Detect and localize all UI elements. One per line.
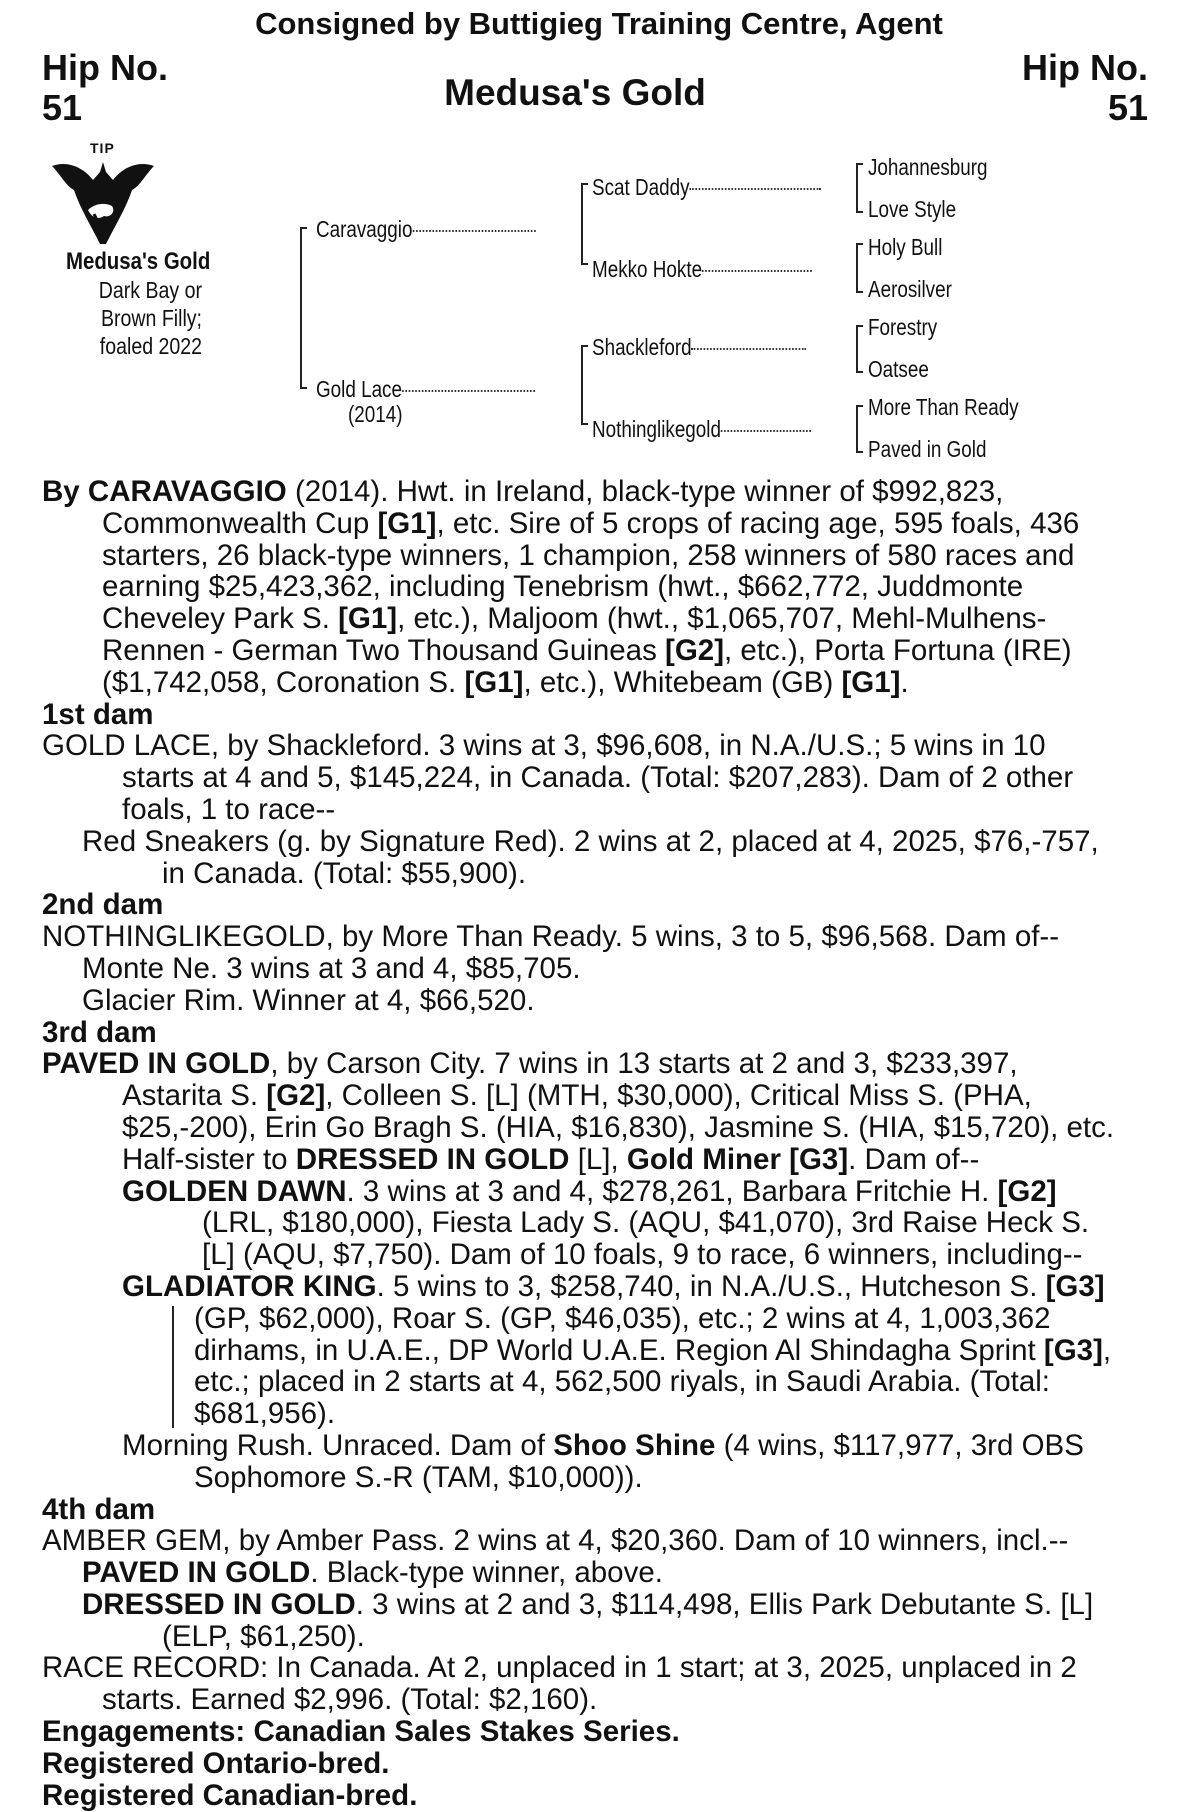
morning-rush-entry: Morning Rush. Unraced. Dam of Shoo Shine (4 wins, $117,977, 3rd OBS Sophomore S.-R (TAM, $10,000)). (122, 1428, 1084, 1494)
horse-desc-2: Brown Filly; (100, 305, 202, 331)
horse-desc-1: Dark Bay or (98, 277, 202, 303)
gladiator-king-bar (172, 1306, 174, 1428)
pedigree-dss: Forestry (868, 314, 938, 340)
hip-label: Hip No. (1022, 47, 1148, 88)
pedigree-dam-sire: Shackleford (592, 334, 806, 361)
pedigree-sss: Johannesburg (868, 154, 988, 180)
pedigree-sds: Holy Bull (868, 234, 943, 260)
page-title: Medusa's Gold (444, 72, 706, 113)
pedigree-sdd: Aerosilver (868, 276, 952, 302)
sire-paragraph: By CARAVAGGIO (2014). Hwt. in Ireland, black-type winner of $992,823, Commonwealth Cup [G1], etc. Sire of 5 crops of racing age, 595 foals, 436 starters, 26 black-type winners, 1 champion, 258 winners of 580 races and earning $25,423,362, including Tenebrism (hwt., $662,772, Juddmonte Cheveley Park S. [G1], etc.), Maljoom (hwt., $1,065,707, Mehl-Mulhens-Rennen - German Two Thousand Guineas [G2], etc.), Porta Fortuna (IRE) ($1,742,058, Coronation S. [G1], etc.), Whitebeam (GB) [G1]. (42, 475, 1080, 699)
hip-value: 51 (42, 87, 83, 128)
third-dam-heading: 3rd dam (42, 1015, 157, 1049)
consignor-line: Consigned by Buttigieg Training Centre, Agent (255, 6, 943, 41)
tip-label: TIP (90, 140, 115, 156)
pedigree-sire-dam: Mekko Hokte (592, 256, 812, 283)
first-dam-foal: Red Sneakers (g. by Signature Red). 2 wins at 2, placed at 4, 2025, $76,-757, in Canada. (Total: $55,900). (82, 824, 1099, 890)
third-dam-text: PAVED IN GOLD, by Carson City. 7 wins in 13 starts at 2 and 3, $233,397, Astarita S. [G2], Colleen S. [L] (MTH, $30,000), Critical Miss S. (PHA, $25,-200), Erin Go Bragh S. (HIA, $16,830), Jasmine S. (HIA, $15,720), etc. Half-sister to DRESSED IN GOLD [L], Gold Miner [G3]. Dam of-- (42, 1047, 1115, 1176)
golden-dawn-entry: GOLDEN DAWN. 3 wins at 3 and 4, $278,261, Barbara Fritchie H. [G2] (LRL, $180,000), Fiesta Lady S. (AQU, $41,070), 3rd Raise Heck S. [L] (AQU, $7,750). Dam of 10 foals, 9 to race, 6 winners, including-- (122, 1174, 1090, 1272)
pedigree-sire: Caravaggio (316, 216, 535, 243)
fourth-dam-text: AMBER GEM, by Amber Pass. 2 wins at 4, $20,360. Dam of 10 winners, incl.-- (42, 1524, 1069, 1558)
fourth-dam-heading: 4th dam (42, 1492, 156, 1526)
pedigree-ddd: Paved in Gold (868, 436, 987, 462)
gladiator-king-entry: GLADIATOR KING. 5 wins to 3, $258,740, in N.A./U.S., Hutcheson S. [G3] (GP, $62,000), Roar S. (GP, $46,035), etc.; 2 wins at 4, 1,003,362 dirhams, in U.A.E., DP World U.A.E. Region Al Shindagha Sprint [G3], etc.; placed in 2 starts at 4, 562,500 riyals, in Saudi Arabia. (Total: $681,956). (122, 1269, 1112, 1431)
gladiator-king-wrap (42, 1271, 1122, 1430)
fourth-dam-foal-2: DRESSED IN GOLD. 3 wins at 2 and 3, $114,498, Ellis Park Debutante S. [L] (ELP, $61,250). (82, 1587, 1094, 1653)
hip-value: 51 (1107, 87, 1148, 128)
pedigree-dam-year: (2014) (348, 401, 403, 427)
catalog-body (42, 476, 1122, 1811)
horse-name: Medusa's Gold (66, 248, 211, 275)
engagements: Engagements: Canadian Sales Stakes Series. (42, 1715, 680, 1749)
registration-ontario: Registered Ontario-bred. (42, 1746, 390, 1780)
first-dam-heading: 1st dam (42, 697, 154, 731)
second-dam-text: NOTHINGLIKEGOLD, by More Than Ready. 5 wins, 3 to 5, $96,568. Dam of-- (42, 920, 1060, 954)
pedigree-dds: More Than Ready (868, 394, 1019, 420)
hip-label: Hip No. (42, 47, 168, 88)
pedigree-dam-dam: Nothinglikegold (592, 416, 811, 443)
first-dam-text: GOLD LACE, by Shackleford. 3 wins at 3, $96,608, in N.A./U.S.; 5 wins in 10 starts at 4 and 5, $145,224, in Canada. (Total: $207,283). Dam of 2 other foals, 1 to race-- (42, 729, 1074, 826)
pedigree-dam: Gold Lace (316, 376, 535, 403)
fourth-dam-foal-1: PAVED IN GOLD. Black-type winner, above. (82, 1556, 663, 1590)
second-dam-foal-2: Glacier Rim. Winner at 4, $66,520. (82, 983, 535, 1017)
race-record: RACE RECORD: In Canada. At 2, unplaced in 1 start; at 3, 2025, unplaced in 2 starts. Earned $2,996. (Total: $2,160). (42, 1651, 1077, 1717)
horse-desc-3: foaled 2022 (99, 333, 202, 359)
pedigree-dsd: Oatsee (868, 356, 929, 382)
pedigree-sire-sire: Scat Daddy (592, 174, 821, 201)
pedigree-ssd: Love Style (868, 196, 957, 222)
registration-canada: Registered Canadian-bred. (42, 1778, 418, 1812)
second-dam-foal-1: Monte Ne. 3 wins at 3 and 4, $85,705. (82, 951, 581, 985)
second-dam-heading: 2nd dam (42, 888, 164, 922)
